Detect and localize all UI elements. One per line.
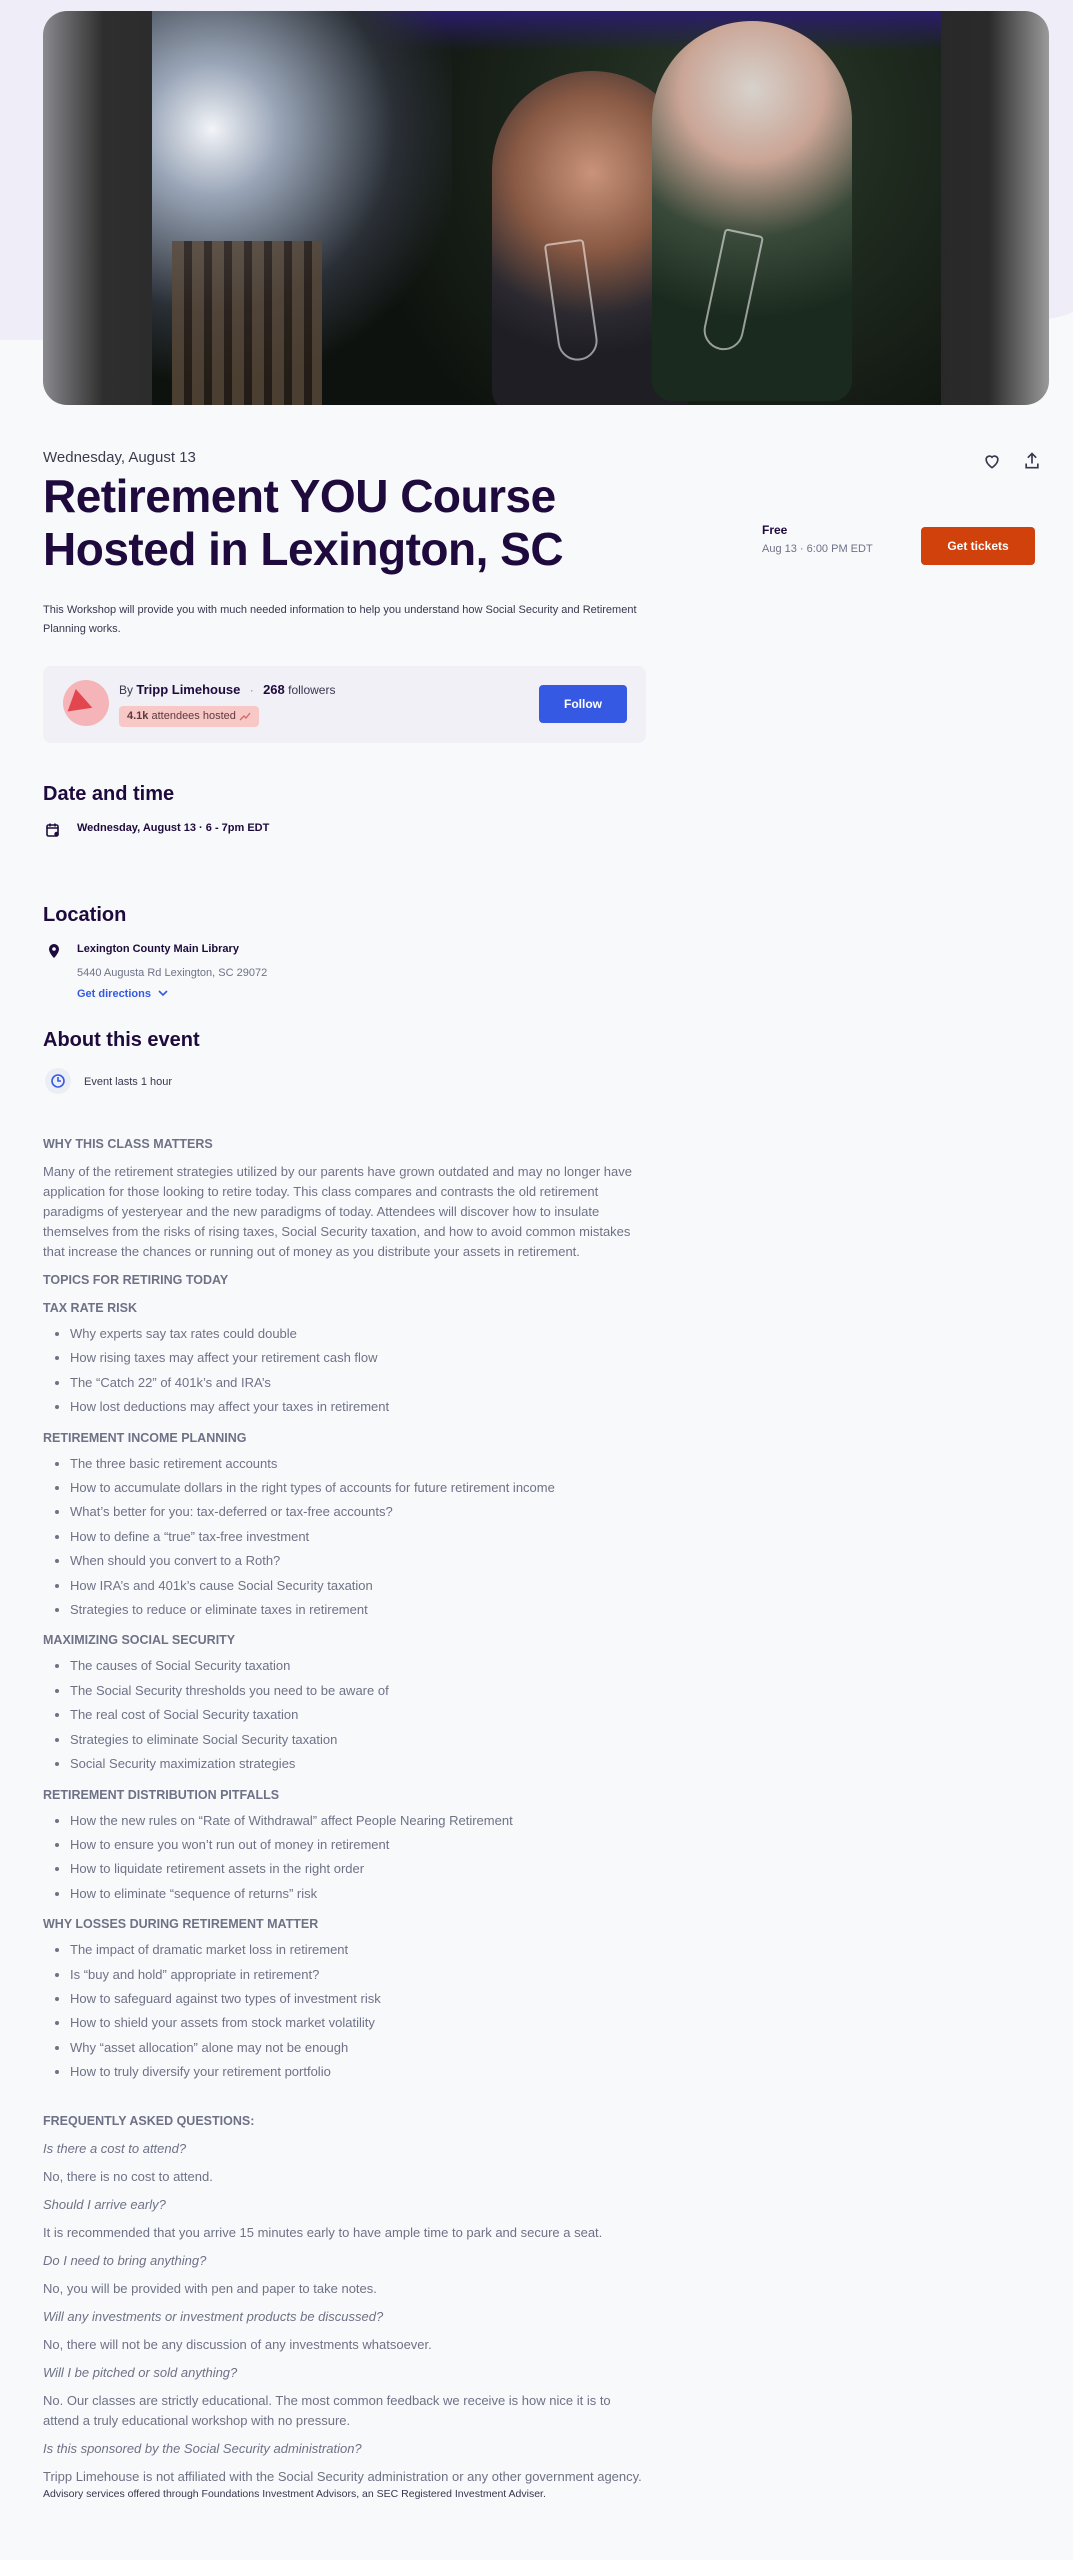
why-heading: WHY THIS CLASS MATTERS	[43, 1137, 213, 1151]
share-icon[interactable]	[1022, 451, 1042, 471]
duration-badge	[45, 1068, 71, 1094]
faq-answer: No, there will not be any discussion of any investments whatsoever.	[43, 2336, 432, 2352]
faq-question: Will I be pitched or sold anything?	[43, 2364, 238, 2380]
follow-button[interactable]: Follow	[539, 685, 627, 723]
list-item: • The three basic retirement accounts	[70, 1452, 643, 1476]
list-item: • How to ensure you won’t run out of money in retirement	[70, 1833, 643, 1857]
topics-heading: TOPICS FOR RETIRING TODAY	[43, 1273, 229, 1287]
event-summary: This Workshop will provide you with much needed information to help you understand how Social Security and Retirement Planning works.	[43, 604, 637, 635]
list-item: • How to liquidate retirement assets in the right order	[70, 1857, 643, 1881]
trend-up-icon	[239, 711, 251, 721]
topic-section-heading: RETIREMENT DISTRIBUTION PITFALLS	[43, 1787, 280, 1802]
list-item: • The causes of Social Security taxation	[70, 1654, 643, 1678]
list-item: • How to safeguard against two types of investment risk	[70, 1987, 643, 2011]
organizer-avatar[interactable]	[63, 680, 109, 726]
topic-section-heading: TAX RATE RISK	[43, 1301, 137, 1315]
topic-list	[43, 1809, 643, 1907]
list-item: • How the new rules on “Rate of Withdrawal” affect People Nearing Retirement	[70, 1809, 643, 1833]
disclaimer: Advisory services offered through Foundations Investment Advisors, an SEC Registered Investment Adviser.	[43, 2487, 546, 2500]
date-time-value: Wednesday, August 13 · 6 - 7pm EDT	[77, 822, 270, 834]
event-date: Wednesday, August 13	[43, 449, 196, 466]
topic-list	[43, 1322, 643, 1420]
list-item: • How to define a “true” tax-free investment	[70, 1525, 643, 1549]
event-title: Retirement YOU Course Hosted in Lexington, SC	[43, 470, 564, 575]
faq-list	[43, 2139, 643, 2487]
topic-section-heading: MAXIMIZING SOCIAL SECURITY	[43, 1633, 236, 1648]
why-text: Many of the retirement strategies utilized by our parents have grown outdated and may no longer have application for those looking to retire today. This class compares and contrasts the old retirement paradigms of yesteryear and the new paradigms of today. Attendees will discover how to insulate themselves from the risks of rising taxes, Social Security taxation, and how to avoid common mistakes that increase the chances or running out of money as you distribute your assets in retirement.	[43, 1164, 632, 1259]
topic-section-heading: RETIREMENT INCOME PLANNING	[43, 1430, 247, 1445]
duration-text: Event lasts 1 hour	[84, 1076, 173, 1088]
faq-heading: FREQUENTLY ASKED QUESTIONS:	[43, 2113, 255, 2128]
about-heading: About this event	[43, 1029, 200, 1051]
list-item: • How to truly diversify your retirement portfolio	[70, 2060, 643, 2084]
followers-label: followers	[288, 683, 336, 697]
clock-icon	[45, 1068, 71, 1094]
organizer-card	[43, 666, 646, 743]
topic-list	[43, 1654, 643, 1776]
about-body	[43, 1134, 643, 2502]
by-label: By	[119, 683, 134, 697]
faq-question: Do I need to bring anything?	[43, 2252, 207, 2268]
attendees-count: 4.1k	[127, 710, 149, 722]
attendees-badge	[119, 706, 259, 727]
get-directions-label: Get directions	[77, 988, 151, 1000]
list-item: • Social Security maximization strategies	[70, 1752, 643, 1776]
price-date: Aug 13 · 6:00 PM EDT	[762, 543, 873, 555]
topic-list	[43, 1452, 643, 1623]
list-item: • The impact of dramatic market loss in retirement	[70, 1938, 643, 1962]
list-item: • How lost deductions may affect your taxes in retirement	[70, 1395, 643, 1419]
list-item: • Why “asset allocation” alone may not be enough	[70, 2036, 643, 2060]
list-item: • Strategies to eliminate Social Security taxation	[70, 1728, 643, 1752]
get-directions-link[interactable]	[77, 988, 168, 1000]
faq-answer: No, you will be provided with pen and paper to take notes.	[43, 2280, 377, 2296]
followers-count: 268	[263, 682, 285, 697]
venue-address: 5440 Augusta Rd Lexington, SC 29072	[77, 967, 268, 979]
list-item: • How IRA’s and 401k’s cause Social Security taxation	[70, 1574, 643, 1598]
list-item: • When should you convert to a Roth?	[70, 1549, 643, 1573]
map-pin-icon	[46, 943, 62, 959]
faq-answer: No, there is no cost to attend.	[43, 2168, 213, 2184]
faq-question: Should I arrive early?	[43, 2196, 166, 2212]
date-time-heading: Date and time	[43, 783, 175, 805]
organizer-byline: By Tripp Limehouse · 268 followers	[119, 682, 336, 697]
faq-question: Is there a cost to attend?	[43, 2140, 187, 2156]
attendees-label: attendees hosted	[151, 710, 236, 722]
topic-section-heading: WHY LOSSES DURING RETIREMENT MATTER	[43, 1917, 319, 1932]
list-item: • How rising taxes may affect your retirement cash flow	[70, 1346, 643, 1370]
chevron-down-icon	[158, 989, 168, 997]
topic-sections	[43, 1298, 643, 2085]
faq-question: Will any investments or investment products be discussed?	[43, 2308, 384, 2324]
list-item: • Why experts say tax rates could double	[70, 1322, 643, 1346]
faq-answer: It is recommended that you arrive 15 minutes early to have ample time to park and secure a seat.	[43, 2224, 603, 2240]
faq-answer: Tripp Limehouse is not affiliated with the Social Security administration or any other government agency.	[43, 2468, 642, 2484]
list-item: • How to accumulate dollars in the right types of accounts for future retirement income	[70, 1476, 643, 1500]
list-item: • The Social Security thresholds you need to be aware of	[70, 1679, 643, 1703]
price-label: Free	[762, 523, 788, 537]
calendar-icon	[45, 822, 61, 838]
event-hero-image	[43, 11, 1049, 405]
faq-answer: No. Our classes are strictly educational. The most common feedback we receive is how nice it is to attend a truly educational workshop with no pressure.	[43, 2392, 611, 2428]
list-item: • How to shield your assets from stock market volatility	[70, 2011, 643, 2035]
location-heading: Location	[43, 904, 127, 926]
ticket-price-panel	[762, 523, 912, 557]
faq-question: Is this sponsored by the Social Security administration?	[43, 2440, 362, 2456]
hero-photo	[152, 11, 941, 405]
get-tickets-button[interactable]: Get tickets	[921, 527, 1035, 565]
organizer-name[interactable]: Tripp Limehouse	[136, 682, 241, 697]
heart-icon[interactable]	[982, 451, 1002, 471]
list-item: • How to eliminate “sequence of returns” risk	[70, 1882, 643, 1906]
list-item: • Strategies to reduce or eliminate taxes in retirement	[70, 1598, 643, 1622]
list-item: • What’s better for you: tax-deferred or tax-free accounts?	[70, 1500, 643, 1524]
list-item: • The “Catch 22” of 401k’s and IRA’s	[70, 1371, 643, 1395]
venue-name: Lexington County Main Library	[77, 943, 239, 955]
topic-list	[43, 1938, 643, 2084]
list-item: • Is “buy and hold” appropriate in retirement?	[70, 1963, 643, 1987]
list-item: • The real cost of Social Security taxation	[70, 1703, 643, 1727]
